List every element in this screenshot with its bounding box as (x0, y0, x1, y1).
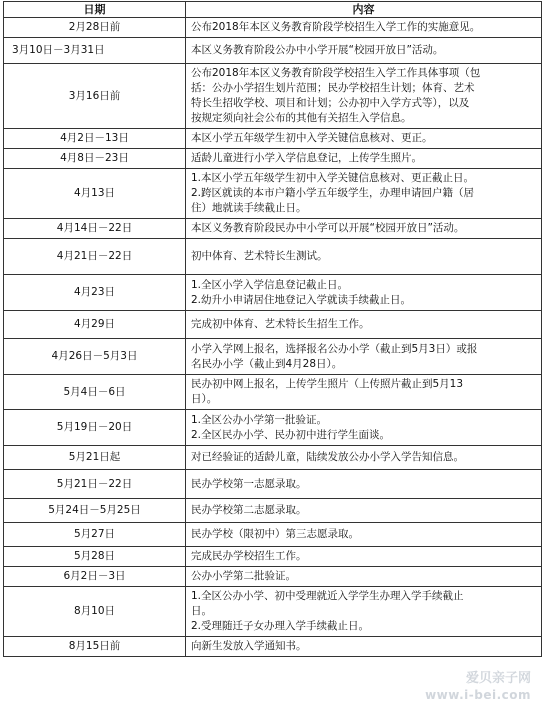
date-cell: 5月21日起 (4, 446, 186, 470)
date-cell: 4月23日 (4, 275, 186, 311)
content-cell (186, 375, 542, 410)
content-line: 本区小学五年级学生初中入学关键信息核对、更正。 (191, 132, 433, 144)
content-cell (186, 311, 542, 339)
content-cell (186, 523, 542, 547)
date-cell: 4月26日－5月3日 (4, 339, 186, 375)
date-cell: 4月8日－23日 (4, 149, 186, 169)
content-line: 民办学校（限初中）第三志愿录取。 (191, 528, 359, 540)
table-row (4, 587, 542, 637)
content-cell (186, 18, 542, 38)
watermark-text: 爱贝亲子网 (465, 671, 531, 686)
date-cell: 5月4日－6日 (4, 375, 186, 410)
table-row (4, 523, 542, 547)
date-cell: 3月10日－3月31日 (4, 38, 186, 64)
content-line: 1.全区小学入学信息登记截止日。 (191, 278, 349, 291)
table-header (4, 2, 542, 18)
content-line: 1.全区公办小学、初中受理就近入学学生办理入学手续截止 (191, 590, 464, 602)
table-row (4, 470, 542, 499)
date-cell: 4月13日 (4, 169, 186, 219)
content-line: 公布2018年本区义务教育阶段学校招生入学工作具体事项（包 (191, 67, 481, 79)
table-row (4, 275, 542, 311)
content-line: 初中体育、艺术特长生测试。 (191, 250, 328, 262)
content-line: 对已经验证的适龄儿童，陆续发放公办小学入学告知信息。 (191, 451, 464, 463)
content-line: 名民办小学（截止到4月28日）。 (191, 357, 343, 370)
content-cell (186, 499, 542, 523)
content-line: 日）。 (191, 393, 218, 405)
content-cell (186, 38, 542, 64)
content-line: 1.本区小学五年级学生初中入学关键信息核对、更正截止日。 (191, 172, 475, 184)
content-cell (186, 129, 542, 149)
table-row (4, 375, 542, 410)
date-cell: 8月15日前 (4, 637, 186, 657)
date-cell: 4月21日－22日 (4, 239, 186, 275)
content-cell (186, 149, 542, 169)
content-line: 2.受理随迁子女办理入学手续截止日。 (191, 620, 370, 632)
content-cell (186, 219, 542, 239)
table-row (4, 219, 542, 239)
table-row (4, 446, 542, 470)
content-cell (186, 567, 542, 587)
table-row (4, 547, 542, 567)
content-line: 本区义务教育阶段民办中小学可以开展“校园开放日”活动。 (191, 222, 465, 234)
date-cell: 2月28日前 (4, 18, 186, 38)
table-row (4, 129, 542, 149)
content-line: 括：公办小学招生划片范围；民办学校招生计划；体育、艺术 (191, 82, 475, 94)
header-row (4, 2, 542, 18)
date-cell: 3月16日前 (4, 64, 186, 129)
content-line: 公办小学第二批验证。 (191, 570, 296, 582)
table-body (4, 18, 542, 657)
header-content: 内容 (186, 2, 542, 18)
content-line: 本区义务教育阶段公办中小学开展“校园开放日”活动。 (191, 44, 444, 56)
content-line: 日。 (191, 605, 212, 617)
table-row (4, 239, 542, 275)
content-line: 完成初中体育、艺术特长生招生工作。 (191, 318, 370, 330)
content-cell (186, 470, 542, 499)
header-date: 日期 (4, 2, 186, 18)
table-row (4, 410, 542, 446)
content-line: 2.全区民办小学、民办初中进行学生面谈。 (191, 428, 391, 441)
content-line: 向新生发放入学通知书。 (191, 640, 307, 652)
table-row (4, 311, 542, 339)
date-cell: 5月19日－20日 (4, 410, 186, 446)
admission-schedule-table (3, 1, 542, 657)
content-line: 按规定须向社会公布的其他有关招生入学信息。 (191, 112, 412, 124)
date-cell: 8月10日 (4, 587, 186, 637)
table-row (4, 169, 542, 219)
content-line: 特长生招收学校、项目和计划；公办初中入学方式等），以及 (191, 97, 470, 109)
table-row (4, 149, 542, 169)
table-row (4, 64, 542, 129)
content-line: 民办初中网上报名，上传学生照片（上传照片截止到5月13 (191, 378, 464, 390)
content-cell (186, 64, 542, 129)
content-line: 2.幼升小申请居住地登记入学就读手续截止日。 (191, 293, 412, 306)
content-cell (186, 446, 542, 470)
table-row (4, 18, 542, 38)
content-cell (186, 637, 542, 657)
content-cell (186, 239, 542, 275)
content-line: 民办学校第二志愿录取。 (191, 504, 307, 516)
content-cell (186, 410, 542, 446)
site-watermark (401, 671, 531, 703)
date-cell: 5月28日 (4, 547, 186, 567)
date-cell: 5月24日－5月25日 (4, 499, 186, 523)
content-line: 住）地就读手续截止日。 (191, 202, 307, 214)
content-cell (186, 587, 542, 637)
content-cell (186, 169, 542, 219)
content-cell (186, 547, 542, 567)
content-line: 公布2018年本区义务教育阶段学校招生入学工作的实施意见。 (191, 21, 481, 33)
table-row (4, 567, 542, 587)
table-row (4, 499, 542, 523)
table-row (4, 637, 542, 657)
content-line: 2.跨区就读的本市户籍小学五年级学生，办理申请回户籍（居 (191, 187, 475, 199)
date-cell: 4月14日－22日 (4, 219, 186, 239)
date-cell: 5月21日－22日 (4, 470, 186, 499)
watermark-url: www.i-bei.com (425, 688, 531, 702)
date-cell: 4月2日－13日 (4, 129, 186, 149)
content-cell (186, 339, 542, 375)
content-line: 1.全区公办小学第一批验证。 (191, 413, 328, 426)
content-cell (186, 275, 542, 311)
table-row (4, 339, 542, 375)
date-cell: 6月2日－3日 (4, 567, 186, 587)
date-cell: 4月29日 (4, 311, 186, 339)
content-line: 民办学校第一志愿录取。 (191, 477, 307, 490)
content-line: 小学入学网上报名，选择报名公办小学（截止到5月3日）或报 (191, 342, 478, 355)
content-line: 适龄儿童进行小学入学信息登记，上传学生照片。 (191, 152, 422, 164)
date-cell: 5月27日 (4, 523, 186, 547)
table-row (4, 38, 542, 64)
content-line: 完成民办学校招生工作。 (191, 550, 307, 562)
